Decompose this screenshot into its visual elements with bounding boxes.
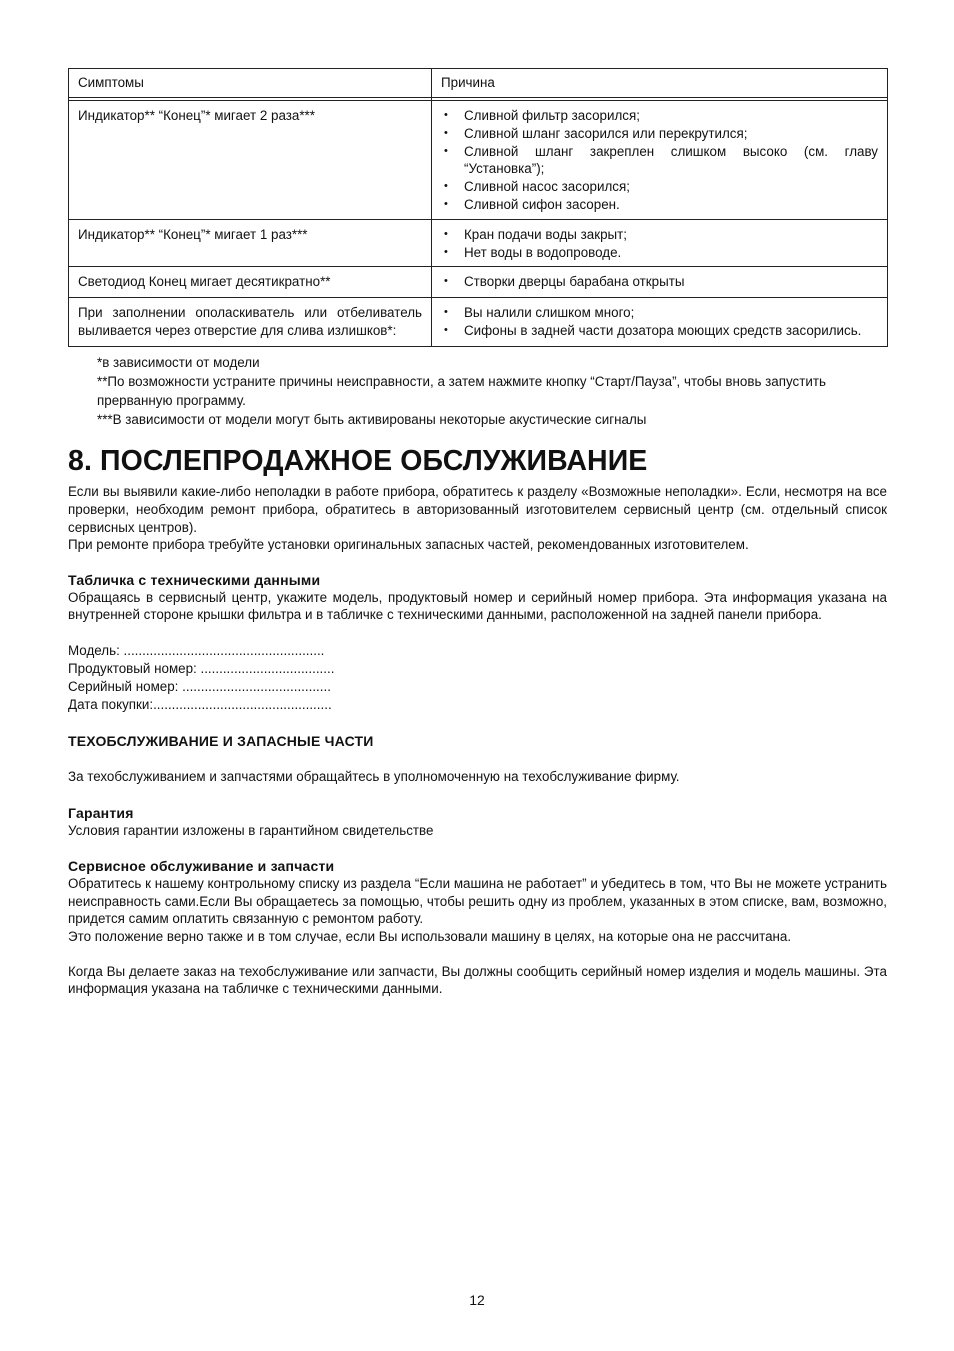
list-item: • Сифоны в задней части дозатора моющих средств засорились. [444, 323, 862, 339]
service-heading: Сервисное обслуживание и запчасти [68, 858, 335, 875]
bullet-icon: • [444, 126, 448, 139]
service-paragraph: Когда Вы делаете заказ на техобслуживание или запчасти, Вы должны сообщить серийный номер изделия и модель машины. Эта информация указана на табличке с техническими данными. [68, 963, 887, 997]
field-product-number: Продуктовый номер: .................................... [68, 660, 335, 676]
section-title: 8. ПОСЛЕПРОДАЖНОЕ ОБСЛУЖИВАНИЕ [68, 445, 648, 478]
list-item: • Сливной сифон засорен. [444, 196, 620, 212]
footnote: ***В зависимости от модели могут быть активированы некоторые акустические сигналы [97, 412, 647, 428]
symptom-cell: При заполнении ополаскиватель или отбеливатель выливается через отверстие для слива излишков*: [78, 305, 422, 339]
bullet-icon: • [444, 227, 448, 240]
table-row [69, 219, 888, 267]
bullet-icon: • [444, 109, 448, 121]
symptom-cell: Светодиод Конец мигает десятикратно** [78, 274, 331, 290]
footnote: *в зависимости от модели [97, 355, 260, 371]
list-item: • Сливной насос засорился; [444, 179, 630, 195]
page-number: 12 [469, 1292, 485, 1308]
field-serial-number: Серийный номер: ........................................ [68, 678, 331, 694]
footnote: **По возможности устраните причины неисправности, а затем нажмите кнопку “Старт/Пауза”, чтобы вновь запустить прерванную программу. [97, 374, 826, 409]
symptom-cell: Индикатор** “Конец”* мигает 1 раз*** [78, 226, 308, 242]
cause-list [432, 101, 887, 219]
field-model: Модель: ...................................................... [68, 642, 325, 658]
intro-paragraph: При ремонте прибора требуйте установки оригинальных запасных частей, рекомендованных изготовителем. [68, 537, 749, 553]
table-row [69, 101, 888, 220]
service-paragraph: Обратитесь к нашему контрольному списку из раздела “Если машина не работает” и убедитесь в том, что Вы не можете устранить неисправность сами.Если Вы обращаетесь за помощью, чтобы решить одну из проблем, указанных в этом списке, вам, возможно, придется самим оплатить связанную с ремонтом работу. [68, 876, 887, 927]
warranty-paragraph: Условия гарантии изложены в гарантийном свидетельстве [68, 822, 434, 838]
data-fields [68, 642, 887, 714]
header-cause: Причина [441, 75, 495, 90]
cause-list [432, 220, 887, 267]
page-content [68, 68, 887, 998]
header-symptoms: Симптомы [78, 75, 144, 90]
table-row [69, 267, 888, 298]
table-row [69, 298, 888, 347]
bullet-icon: • [444, 245, 448, 258]
plate-heading: Табличка с техническими данными [68, 571, 321, 588]
cause-list [432, 267, 887, 296]
warranty-heading: Гарантия [68, 804, 134, 821]
intro-paragraph: Если вы выявили какие-либо неполадки в работе прибора, обратитесь к разделу «Возможные неполадки». Если, несмотря на все проверки, необходим ремонт прибора, обратитесь в авторизованный изготовителем сервисный центр (см. отдельный список сервисных центров). [68, 484, 887, 535]
list-item: • Створки дверцы барабана открыты [444, 274, 685, 290]
troubleshooting-table [68, 68, 888, 347]
bullet-icon: • [444, 180, 448, 193]
field-purchase-date: Дата покупки:................................................ [68, 696, 332, 712]
list-item: • Вы налили слишком много; [444, 305, 635, 321]
plate-paragraph: Обращаясь в сервисный центр, укажите модель, продуктовый номер и серийный номер прибора. Эта информация указана на внутренней стороне крышки фильтра и в табличке с техническими данными, расположенной на задней панели прибора. [68, 589, 887, 623]
footnotes [97, 353, 887, 429]
bullet-icon: • [444, 275, 448, 288]
bullet-icon: • [444, 197, 448, 210]
maintenance-heading: ТЕХОБСЛУЖИВАНИЕ И ЗАПАСНЫЕ ЧАСТИ [68, 732, 374, 749]
bullet-icon: • [444, 324, 448, 337]
bullet-icon: • [444, 144, 448, 157]
list-item: • Сливной фильтр засорился; [444, 108, 640, 123]
maintenance-paragraph: За техобслуживанием и запчастями обращайтесь в уполномоченную на техобслуживание фирму. [68, 768, 680, 784]
service-paragraph: Это положение верно также и в том случае, если Вы использовали машину в целях, на которые она не рассчитана. [68, 928, 792, 944]
list-item: • Сливной шланг закреплен слишком высоко (см. главу “Установка”); [444, 143, 878, 177]
table-header-row [69, 69, 888, 98]
cause-list [432, 298, 887, 345]
bullet-icon: • [444, 306, 448, 319]
list-item: • Кран подачи воды закрыт; [444, 226, 628, 242]
list-item: • Сливной шланг засорился или перекрутился; [444, 125, 748, 141]
list-item: • Нет воды в водопроводе. [444, 244, 622, 260]
symptom-cell: Индикатор** “Конец”* мигает 2 раза*** [78, 108, 315, 123]
